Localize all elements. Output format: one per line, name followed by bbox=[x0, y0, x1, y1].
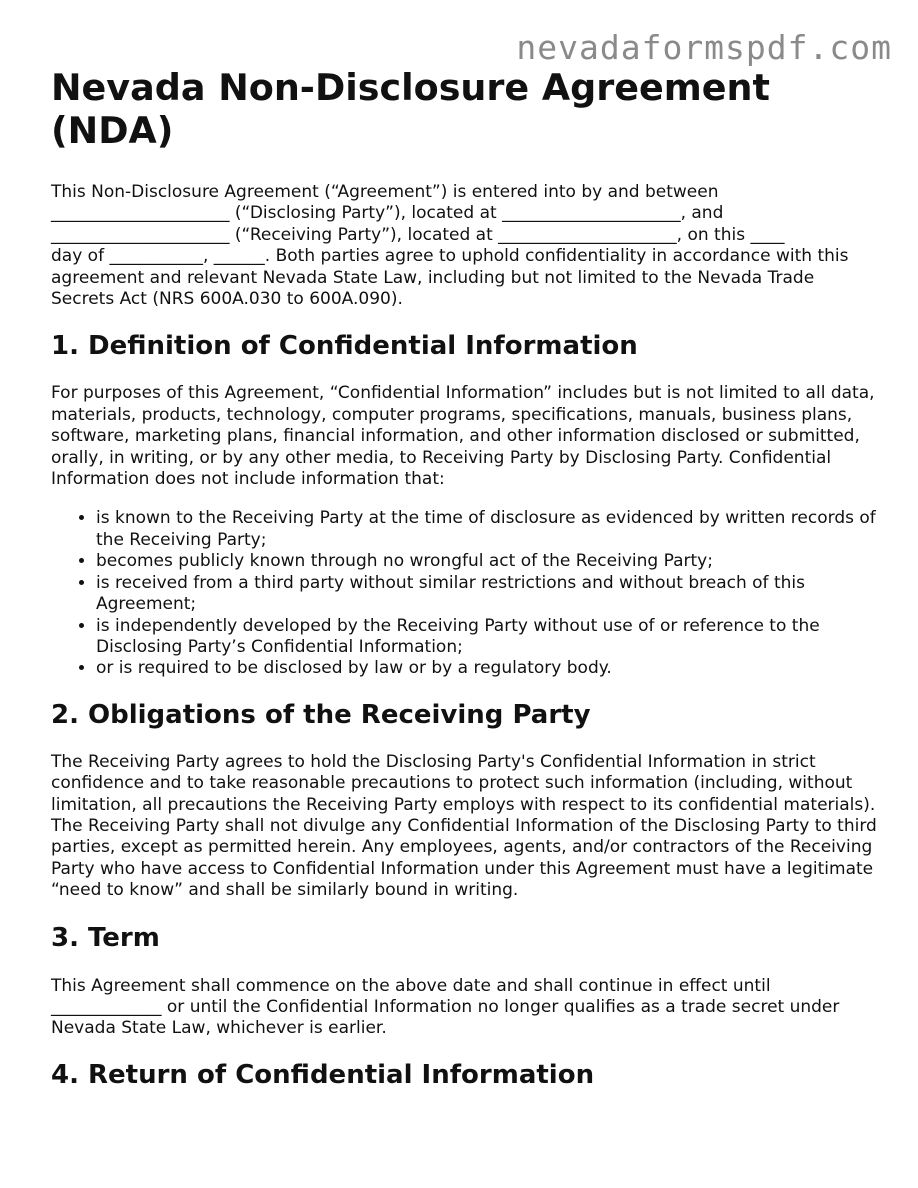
section-4-heading: 4. Return of Confidential Information bbox=[51, 1059, 595, 1090]
list-item: • is independently developed by the Receiving Party without use of or reference to the Disclosing Party’s Confidential Information; bbox=[96, 616, 881, 659]
term-text-1: This Agreement shall commence on the above date and shall continue in effect until bbox=[51, 975, 771, 996]
list-item: • is received from a third party without similar restrictions and without breach of this Agreement; bbox=[96, 573, 881, 616]
list-item: • is known to the Receiving Party at the time of disclosure as evidenced by written records of the Receiving Party; bbox=[96, 508, 881, 551]
receiving-party-address-blank: _____________________ bbox=[498, 224, 677, 245]
intro-text-5: , on this bbox=[676, 224, 751, 245]
year-blank: ______ bbox=[213, 246, 265, 267]
section-1-heading: 1. Definition of Confidential Information bbox=[51, 331, 638, 362]
intro-text-4: (“Receiving Party”), located at bbox=[229, 224, 499, 245]
list-item: • or is required to be disclosed by law or by a regulatory body. bbox=[96, 658, 881, 679]
section-2-heading: 2. Obligations of the Receiving Party bbox=[51, 699, 591, 730]
exclusions-list bbox=[51, 508, 881, 679]
list-item: • becomes publicly known through no wrongful act of the Receiving Party; bbox=[96, 551, 881, 572]
section-3-body bbox=[51, 976, 881, 1040]
intro-text-8: . Both parties agree to uphold confidentiality in accordance with this agreement and relevant Nevada State Law, including but not limited to the Nevada Trade Secrets Act (NRS 600A.030 to 600A.090). bbox=[51, 246, 849, 310]
section-1-body: For purposes of this Agreement, “Confidential Information” includes but is not limited to all data, materials, products, technology, computer programs, specifications, manuals, business plans, software, marketing plans, financial information, and other information disclosed or submitted, orally, in writing, or by any other media, to Receiving Party by Disclosing Party. Confidential Information does not include information that: bbox=[51, 383, 875, 490]
receiving-party-name-blank: _____________________ bbox=[51, 224, 230, 245]
document-page bbox=[51, 66, 881, 1091]
document-title: Nevada Non-Disclosure Agreement (NDA) bbox=[51, 66, 770, 152]
intro-paragraph bbox=[51, 182, 881, 310]
intro-text-1: This Non-Disclosure Agreement (“Agreement”) is entered into by and between bbox=[51, 182, 719, 202]
disclosing-party-name-blank: _____________________ bbox=[51, 203, 230, 224]
site-watermark: nevadaformspdf.com bbox=[516, 28, 892, 67]
section-3-heading: 3. Term bbox=[51, 922, 160, 953]
month-blank: ___________ bbox=[109, 246, 203, 267]
intro-text-7: , bbox=[202, 246, 214, 267]
intro-text-3: , and bbox=[680, 203, 724, 224]
term-text-2: or until the Confidential Information no longer qualifies as a trade secret under Nevada State Law, whichever is earlier. bbox=[51, 996, 840, 1039]
section-2-body: The Receiving Party agrees to hold the Disclosing Party's Confidential Information in strict confidence and to take reasonable precautions to protect such information (including, without limitation, all precautions the Receiving Party employs with respect to its confidential materials). The Receiving Party shall not divulge any Confidential Information of the Disclosing Party to third parties, except as permitted herein. Any employees, agents, and/or contractors of the Receiving Party who have access to Confidential Information under this Agreement must have a legitimate “need to know” and shall be similarly bound in writing. bbox=[51, 751, 877, 901]
day-blank: ____ bbox=[750, 224, 785, 245]
term-end-blank: _____________ bbox=[51, 996, 162, 1017]
disclosing-party-address-blank: _____________________ bbox=[502, 203, 681, 224]
intro-text-2: (“Disclosing Party”), located at bbox=[229, 203, 503, 224]
intro-text-6: day of bbox=[51, 246, 110, 267]
